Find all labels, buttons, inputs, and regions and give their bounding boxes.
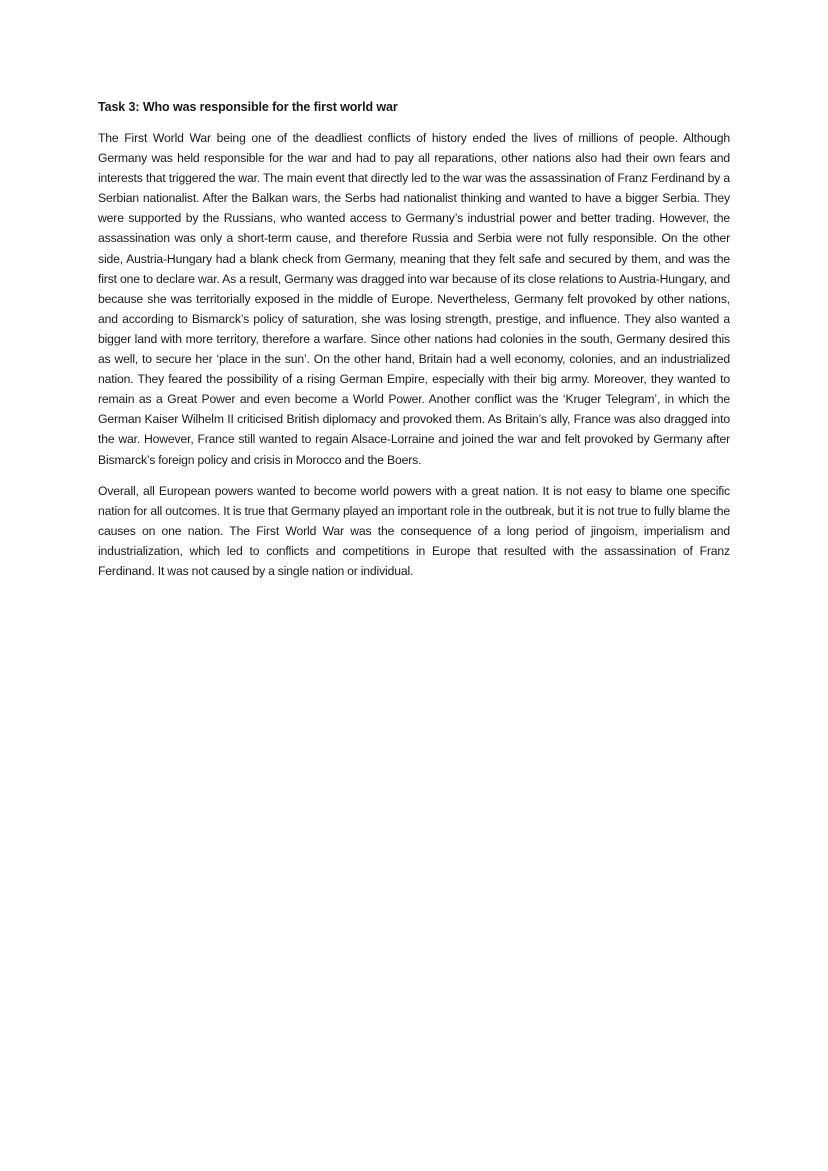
paragraph-causes: The First World War being one of the deadliest conflicts of history ended the lives of millions of people. Although Germany was held responsible for the war and had to pay all reparations, other nations also had their own fears and interests that triggered the war. The main event that directly led to the war was the assassination of Franz Ferdinand by a Serbian nationalist. After the Balkan wars, the Serbs had nationalist thinking and wanted to have a bigger Serbia. They were supported by the Russians, who wanted access to Germany’s industrial power and better trading. However, the assassination was only a short-term cause, and therefore Russia and Serbia were not fully responsible. On the other side, Austria-Hungary had a blank check from Germany, meaning that they felt safe and secured by them, and was the first one to declare war. As a result, Germany was dragged into war because of its close relations to Austria-Hungary, and because she was territorially exposed in the middle of Europe. Nevertheless, Germany felt provoked by other nations, and according to Bismarck’s policy of saturation, she was losing strength, prestige, and influence. They also wanted a bigger land with more territory, therefore a warfare. Since other nations had colonies in the south, Germany desired this as well, to secure her ‘place in the sun’. On the other hand, Britain had a well economy, colonies, and an industrialized nation. They feared the possibility of a rising German Empire, especially with their big army. Moreover, they wanted to remain as a Great Power and even become a World Power. Another conflict was the ‘Kruger Telegram’, in which the German Kaiser Wilhelm II criticised British diplomacy and provoked them. As Britain’s ally, France was also dragged into the war. However, France still wanted to regain Alsace-Lorraine and joined the war and felt provoked by Germany after Bismarck’s foreign policy and crisis in Morocco and the Boers. xyxy=(98,131,730,467)
paragraph-conclusion: Overall, all European powers wanted to become world powers with a great nation. It is not easy to blame one specific nation for all outcomes. It is true that Germany played an important role in the outbreak, but it is not true to fully blame the causes on one nation. The First World War was the consequence of a long period of jingoism, imperialism and industrialization, which led to conflicts and competitions in Europe that resulted with the assassination of Franz Ferdinand. It was not caused by a single nation or individual. xyxy=(98,483,730,578)
document-body xyxy=(98,99,730,592)
task-title: Task 3: Who was responsible for the first world war xyxy=(98,100,398,114)
